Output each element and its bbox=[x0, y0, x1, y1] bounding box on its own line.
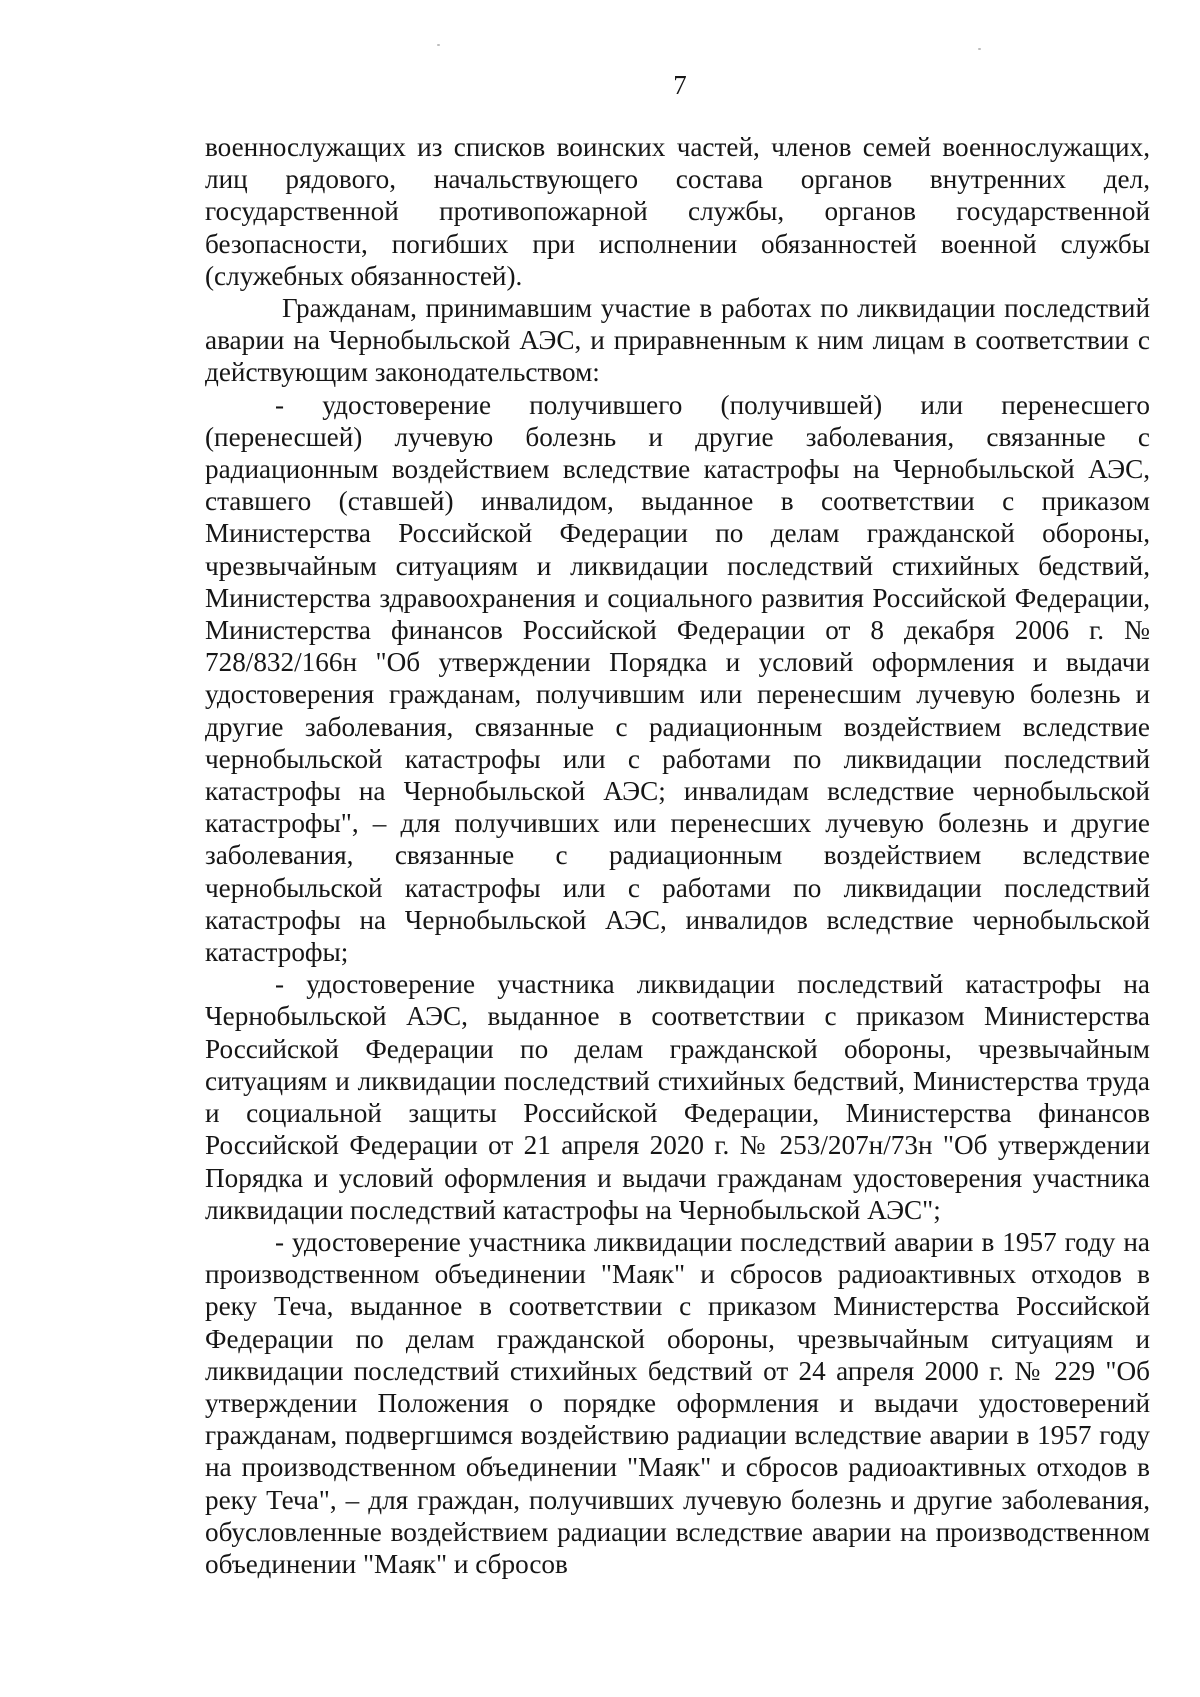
list-item-liquidator-certificate: - удостоверение участника ликвидации последствий катастрофы на Чернобыльской АЭС, выданное в соответствии с приказом Министерства Российской Федерации по делам гражданской обороны, чрезвычайным ситуациям и ликвидации последствий стихийных бедствий, Министерства труда и социальной защиты Российской Федерации, Министерства финансов Российской Федерации от 21 апреля 2020 г. № 253/207н/73н "Об утверждении Порядка и условий оформления и выдачи гражданам удостоверения участника ликвидации последствий катастрофы на Чернобыльской АЭС"; bbox=[205, 969, 1150, 1225]
paragraph-chernobyl-intro: Гражданам, принимавшим участие в работах по ликвидации последствий аварии на Чернобыльской АЭС, и приравненным к ним лицам в соответствии с действующим законодательством: bbox=[205, 293, 1150, 388]
list-item-mayak-certificate: - удостоверение участника ликвидации последствий аварии в 1957 году на производственном объединении "Маяк" и сбросов радиоактивных отходов в реку Теча, выданное в соответствии с приказом Министерства Российской Федерации по делам гражданской обороны, чрезвычайным ситуациям и ликвидации последствий стихийных бедствий от 24 апреля 2000 г. № 229 "Об утверждении Положения о порядке оформления и выдачи удостоверений гражданам, подвергшимся воздействию радиации вследствие аварии в 1957 году на производственном объединении "Маяк" и сбросов радиоактивных отходов в реку Теча", – для граждан, получивших лучевую болезнь и другие заболевания, обусловленные воздействием радиации вследствие аварии на производственном объединении "Маяк" и сбросов bbox=[205, 1226, 1150, 1579]
page-number: 7 bbox=[673, 70, 687, 100]
scan-speck bbox=[978, 48, 981, 50]
list-item-radiation-sickness-certificate: - удостоверение получившего (получившей) или перенесшего (перенесшей) лучевую болезнь и другие заболевания, связанные с радиационным воздействием вследствие катастрофы на Чернобыльской АЭС, ставшего (ставшей) инвалидом, выданное в соответствии с приказом Министерства Российской Федерации по делам гражданской обороны, чрезвычайным ситуациям и ликвидации последствий стихийных бедствий, Министерства здравоохранения и социального развития Российской Федерации, Министерства финансов Российской Федерации от 8 декабря 2006 г. № 728/832/166н "Об утверждении Порядка и условий оформления и выдачи удостоверения гражданам, получившим или перенесшим лучевую болезнь и другие заболевания, связанные с радиационным воздействием вследствие чернобыльской катастрофы или с работами по ликвидации последствий катастрофы на Чернобыльской АЭС; инвалидам вследствие чернобыльской катастрофы", – для получивших или перенесших лучевую болезнь и другие заболевания, связанные с радиационным воздействием вследствие чернобыльской катастрофы или с работами по ликвидации последствий катастрофы на Чернобыльской АЭС, инвалидов вследствие чернобыльской катастрофы; bbox=[205, 389, 1150, 968]
paragraph-continuation: военнослужащих из списков воинских частей, членов семей военнослужащих, лиц рядового, начальствующего состава органов внутренних дел, государственной противопожарной службы, органов государственной безопасности, погибших при исполнении обязанностей военной службы (служебных обязанностей). bbox=[205, 132, 1150, 291]
scan-speck bbox=[437, 44, 440, 46]
document-body bbox=[205, 131, 1150, 1580]
